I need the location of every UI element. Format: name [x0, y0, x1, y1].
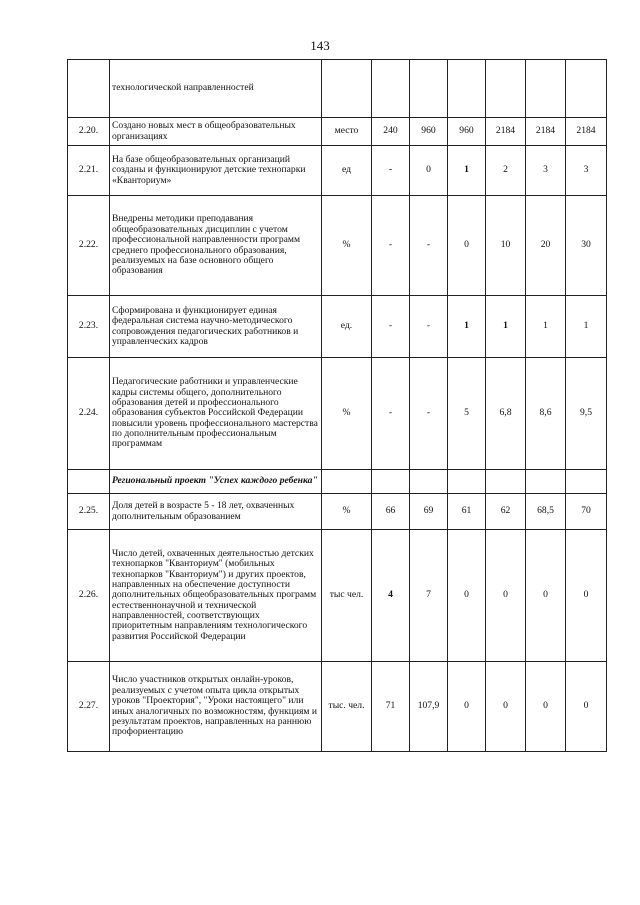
value-cell: 0 — [526, 530, 566, 662]
indicator-description: Создано новых мест в общеобразовательных организациях — [110, 118, 322, 146]
value-cell: 0 — [566, 530, 607, 662]
value-cell: 0 — [486, 662, 526, 752]
unit-cell: % — [322, 494, 372, 530]
intro-value-cell — [526, 60, 566, 118]
value-cell: 7 — [410, 530, 448, 662]
section-empty-cell — [448, 470, 486, 494]
table-row — [68, 662, 607, 752]
row-number: 2.25. — [68, 494, 110, 530]
value-cell: 2184 — [566, 118, 607, 146]
table-row — [68, 196, 607, 296]
value-cell: 71 — [372, 662, 410, 752]
value-cell: 1 — [526, 296, 566, 358]
intro-value-cell — [448, 60, 486, 118]
value-cell: 4 — [372, 530, 410, 662]
value-cell: 2184 — [526, 118, 566, 146]
value-cell: 107,9 — [410, 662, 448, 752]
table-row — [68, 146, 607, 196]
value-cell: 3 — [526, 146, 566, 196]
value-cell: 20 — [526, 196, 566, 296]
section-empty-cell — [566, 470, 607, 494]
table-row — [68, 494, 607, 530]
value-cell: 66 — [372, 494, 410, 530]
value-cell: 0 — [448, 530, 486, 662]
row-number: 2.23. — [68, 296, 110, 358]
value-cell: - — [372, 358, 410, 470]
indicator-description: Внедрены методики преподавания общеобразовательных дисциплин с учетом профессиональной направленности программ среднего профессионального образования, реализуемых на базе основного общего образования — [110, 196, 322, 296]
value-cell: 1 — [486, 296, 526, 358]
value-cell: 68,5 — [526, 494, 566, 530]
value-cell: 9,5 — [566, 358, 607, 470]
section-row — [68, 470, 607, 494]
row-number: 2.20. — [68, 118, 110, 146]
value-cell: 10 — [486, 196, 526, 296]
value-cell: 30 — [566, 196, 607, 296]
table-row — [68, 358, 607, 470]
section-empty-cell — [526, 470, 566, 494]
indicator-description: Доля детей в возрасте 5 - 18 лет, охваченных дополнительным образованием — [110, 494, 322, 530]
intro-value-cell — [566, 60, 607, 118]
indicator-description: Педагогические работники и управленческие кадры системы общего, дополнительного образования детей и профессионального образования субъектов Российской Федерации повысили уровень профессионального мастерства по дополнительным профессиональным программам — [110, 358, 322, 470]
row-number: 2.24. — [68, 358, 110, 470]
value-cell: 1 — [448, 146, 486, 196]
value-cell: 0 — [448, 196, 486, 296]
value-cell: 3 — [566, 146, 607, 196]
unit-cell: % — [322, 196, 372, 296]
unit-cell: тыс чел. — [322, 530, 372, 662]
row-number: 2.22. — [68, 196, 110, 296]
value-cell: 0 — [486, 530, 526, 662]
value-cell: 0 — [566, 662, 607, 752]
indicator-description: На базе общеобразовательных организаций созданы и функционируют детские технопарки «Кванториум» — [110, 146, 322, 196]
row-number: 2.21. — [68, 146, 110, 196]
unit-cell: ед — [322, 146, 372, 196]
value-cell: 1 — [566, 296, 607, 358]
section-empty-cell — [372, 470, 410, 494]
section-empty-cell — [322, 470, 372, 494]
value-cell: 62 — [486, 494, 526, 530]
row-number: 2.26. — [68, 530, 110, 662]
value-cell: 0 — [410, 146, 448, 196]
section-empty-cell — [486, 470, 526, 494]
intro-value-cell — [410, 60, 448, 118]
value-cell: - — [372, 296, 410, 358]
indicator-description: Число детей, охваченных деятельностью детских технопарков "Кванториум" (мобильных технопарков "Кванториум") и других проектов, направленных на обеспечение доступности дополнительных общеобразовательных программ естественнонаучной и технической направленностей, соответствующих приоритетным направлениям технологического развития Российской Федерации — [110, 530, 322, 662]
intro-unit-cell — [322, 60, 372, 118]
value-cell: 960 — [410, 118, 448, 146]
value-cell: - — [372, 196, 410, 296]
value-cell: 240 — [372, 118, 410, 146]
intro-num-cell — [68, 60, 110, 118]
value-cell: - — [410, 358, 448, 470]
value-cell: 960 — [448, 118, 486, 146]
value-cell: 8,6 — [526, 358, 566, 470]
table-body — [68, 60, 607, 752]
value-cell: 0 — [448, 662, 486, 752]
value-cell: 5 — [448, 358, 486, 470]
intro-value-cell — [486, 60, 526, 118]
unit-cell: % — [322, 358, 372, 470]
indicator-description: Число участников открытых онлайн-уроков, реализуемых с учетом опыта цикла открытых уроков "Проектория", "Уроки настоящего" или иных аналогичных по возможностям, функциям и результатам проектов, направленных на раннюю профориентацию — [110, 662, 322, 752]
table-row — [68, 118, 607, 146]
unit-cell: место — [322, 118, 372, 146]
value-cell: 2 — [486, 146, 526, 196]
table-row — [68, 296, 607, 358]
value-cell: - — [372, 146, 410, 196]
value-cell: - — [410, 196, 448, 296]
table-row — [68, 530, 607, 662]
section-num-cell — [68, 470, 110, 494]
value-cell: 61 — [448, 494, 486, 530]
unit-cell: ед. — [322, 296, 372, 358]
indicators-table — [67, 59, 607, 752]
intro-value-cell — [372, 60, 410, 118]
value-cell: - — [410, 296, 448, 358]
indicator-description: Сформирована и функционирует единая федеральная система научно-методического сопровождения педагогических работников и управленческих кадров — [110, 296, 322, 358]
row-number: 2.27. — [68, 662, 110, 752]
value-cell: 2184 — [486, 118, 526, 146]
page-number: 143 — [310, 38, 330, 53]
value-cell: 6,8 — [486, 358, 526, 470]
section-title: Региональный проект "Успех каждого ребенка" — [110, 470, 322, 494]
unit-cell: тыс. чел. — [322, 662, 372, 752]
table-row-intro — [68, 60, 607, 118]
value-cell: 0 — [526, 662, 566, 752]
value-cell: 70 — [566, 494, 607, 530]
intro-desc-cell: технологической направленностей — [110, 60, 322, 118]
value-cell: 69 — [410, 494, 448, 530]
section-empty-cell — [410, 470, 448, 494]
value-cell: 1 — [448, 296, 486, 358]
